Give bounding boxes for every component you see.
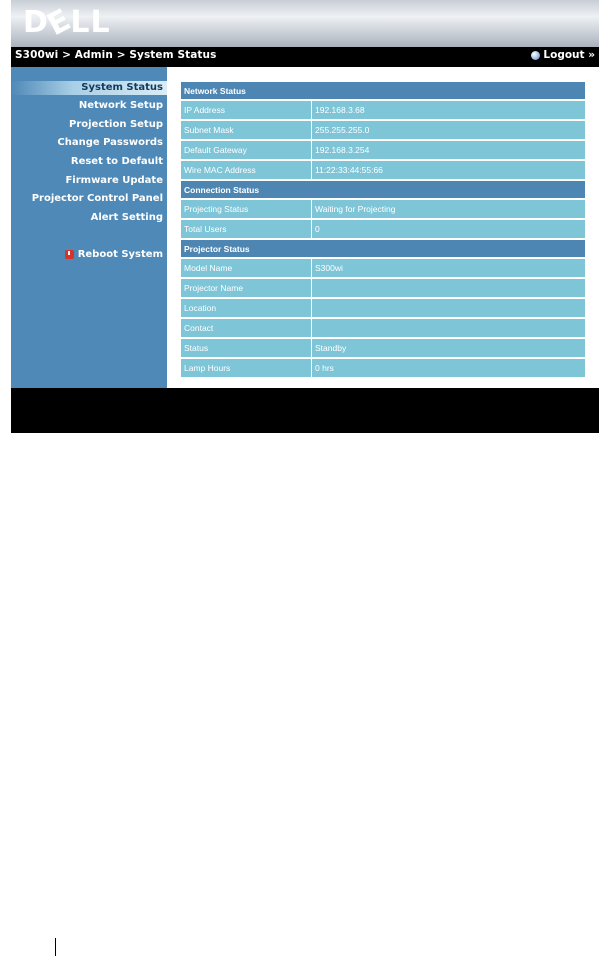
sidebar [11,67,167,388]
header-banner [11,0,599,47]
reboot-system-button[interactable] [65,249,163,260]
row-label: Lamp Hours [181,359,312,378]
section-header-projector [181,240,585,258]
table-row [181,161,585,180]
sidebar-item-projector-control-panel[interactable]: Projector Control Panel [31,193,163,204]
row-label: Projecting Status [181,200,312,219]
breadcrumb-bar [11,47,599,67]
row-value: 0 [312,220,585,239]
logout-label: Logout » [543,49,595,61]
row-value: 192.168.3.254 [312,141,585,160]
row-value: 11:22:33:44:55:66 [312,161,585,180]
table-row [181,359,585,378]
row-label: Subnet Mask [181,121,312,140]
sidebar-item-reset-to-default[interactable]: Reset to Default [70,156,163,167]
row-label: Status [181,339,312,358]
sidebar-item-network-setup[interactable]: Network Setup [78,100,163,111]
table-row [181,121,585,140]
logout-icon [531,51,540,60]
table-row [181,299,585,318]
section-header-network [181,82,585,100]
row-label: Wire MAC Address [181,161,312,180]
table-row [181,101,585,120]
section-header-connection [181,181,585,199]
sidebar-item-change-passwords[interactable]: Change Passwords [57,137,163,148]
sidebar-item-alert-setting[interactable]: Alert Setting [90,212,163,223]
sidebar-item-projection-setup[interactable]: Projection Setup [69,119,163,130]
row-value: 192.168.3.68 [312,101,585,120]
section-title: Connection Status [181,181,585,199]
table-row [181,259,585,278]
row-value [312,319,585,338]
status-table [181,81,585,379]
row-value: 255.255.255.0 [312,121,585,140]
web-ui-frame [11,0,599,433]
reboot-system-label: Reboot System [77,249,163,260]
footer-bar [11,388,599,433]
row-label: Total Users [181,220,312,239]
row-value [312,299,585,318]
table-row [181,279,585,298]
page-margin-line [55,938,56,956]
power-icon [65,250,74,259]
dell-logo: DELL [23,2,111,44]
row-label: Model Name [181,259,312,278]
row-label: IP Address [181,101,312,120]
sidebar-item-system-status[interactable]: System Status [81,82,163,93]
section-title: Projector Status [181,240,585,258]
row-value: 0 hrs [312,359,585,378]
row-value [312,279,585,298]
sidebar-item-firmware-update[interactable]: Firmware Update [65,175,163,186]
table-row [181,339,585,358]
table-row [181,220,585,239]
logout-link[interactable] [531,49,595,61]
row-value: S300wi [312,259,585,278]
main-content [167,67,599,388]
section-title: Network Status [181,82,585,100]
row-label: Location [181,299,312,318]
row-value: Standby [312,339,585,358]
table-row [181,141,585,160]
table-row [181,319,585,338]
row-label: Contact [181,319,312,338]
row-label: Projector Name [181,279,312,298]
row-label: Default Gateway [181,141,312,160]
table-row [181,200,585,219]
row-value: Waiting for Projecting [312,200,585,219]
breadcrumb: S300wi > Admin > System Status [15,49,217,61]
